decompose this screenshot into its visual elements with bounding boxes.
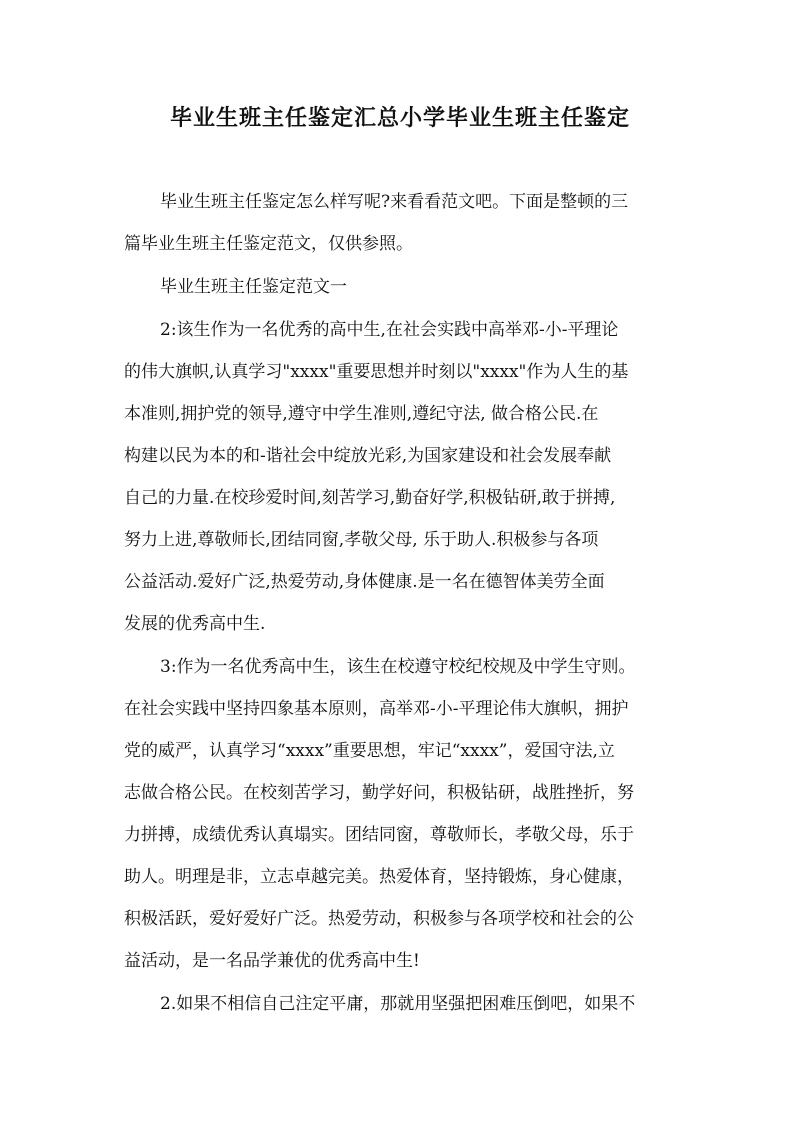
paragraph-line: 公益活动.爱好广泛,热爱劳动,身体健康.是一名在德智体美劳全面 xyxy=(124,572,605,592)
paragraph-line: 2:该生作为一名优秀的高中生,在社会实践中高举邓-小-平理论 xyxy=(160,320,619,340)
paragraph-line: 力拼搏，成绩优秀认真塌实。团结同窗，尊敬师长，孝敬父母，乐于 xyxy=(124,825,634,845)
paragraph-line: 毕业生班主任鉴定怎么样写呢?来看看范文吧。下面是整顿的三 xyxy=(160,192,629,212)
paragraph-line: 益活动，是一名品学兼优的优秀高中生! xyxy=(124,951,420,971)
paragraph-line: 在社会实践中坚持四象基本原则，高举邓-小-平理论伟大旗帜，拥护 xyxy=(124,699,629,719)
paragraph-line: 发展的优秀高中生. xyxy=(124,614,266,634)
paragraph-line: 积极活跃，爱好爱好广泛。热爱劳动，积极参与各项学校和社会的公 xyxy=(124,909,634,929)
paragraph-line: 志做合格公民。在校刻苦学习，勤学好问，积极钻研，战胜挫折，努 xyxy=(124,783,634,803)
paragraph-line: 自己的力量.在校珍爱时间,刻苦学习,勤奋好学,积极钻研,敢于拼搏, xyxy=(124,488,616,508)
paragraph-line: 助人。明理是非，立志卓越完美。热爱体育，坚持锻炼，身心健康， xyxy=(124,867,634,887)
paragraph-line: 3:作为一名优秀高中生，该生在校遵守校纪校规及中学生守则。 xyxy=(160,657,636,677)
paragraph-line: 的伟大旗帜,认真学习"xxxx"重要思想并时刻以"xxxx"作为人生的基 xyxy=(124,362,629,382)
paragraph-line: 篇毕业生班主任鉴定范文，仅供参照。 xyxy=(124,234,413,254)
paragraph-line: 构建以民为本的和-谐社会中绽放光彩,为国家建设和社会发展奉献 xyxy=(124,446,612,466)
paragraph-line: 努力上进,尊敬师长,团结同窗,孝敬父母, 乐于助人.积极参与各项 xyxy=(124,530,599,550)
document-title: 毕业生班主任鉴定汇总小学毕业生班主任鉴定 xyxy=(169,105,630,131)
paragraph-line: 党的威严，认真学习“xxxx”重要思想，牢记“xxxx”，爱国守法,立 xyxy=(124,741,615,761)
paragraph-line: 2.如果不相信自己注定平庸，那就用坚强把困难压倒吧，如果不 xyxy=(160,994,636,1014)
section-heading: 毕业生班主任鉴定范文一 xyxy=(160,277,347,297)
paragraph-line: 本准则,拥护党的领导,遵守中学生准则,遵纪守法, 做合格公民.在 xyxy=(124,404,599,424)
